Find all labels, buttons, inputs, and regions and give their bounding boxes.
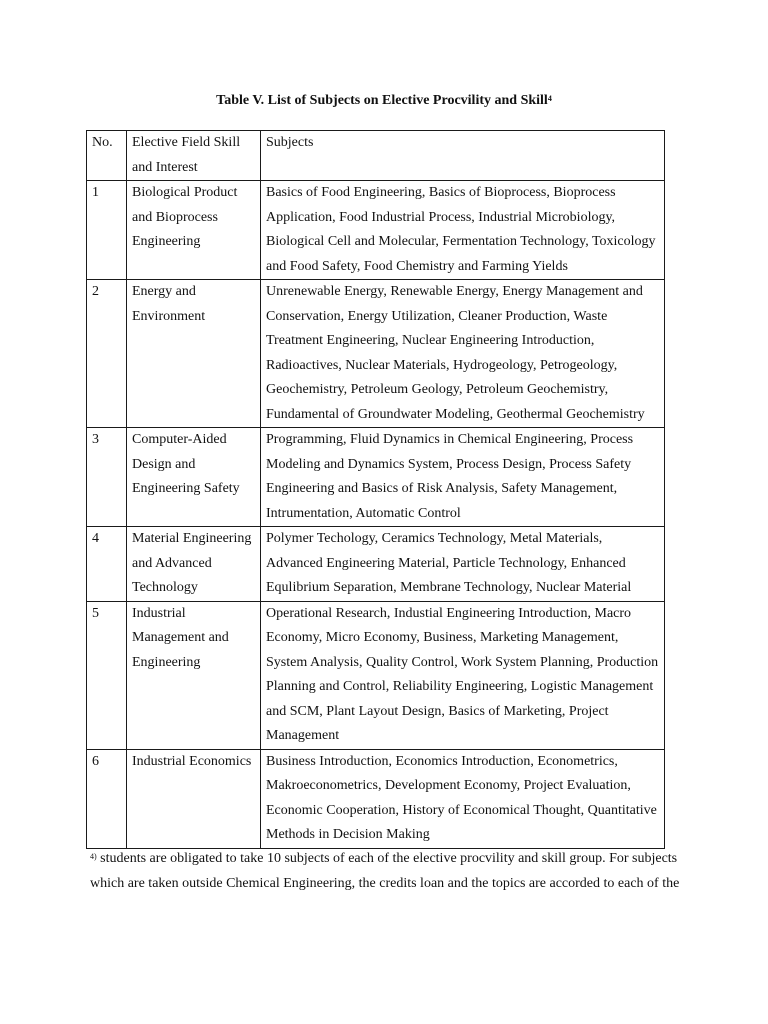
row-no: 2: [87, 280, 127, 428]
header-subjects: Subjects: [261, 131, 665, 181]
row-field: Biological Product and Bioprocess Engineering: [127, 181, 261, 280]
row-subjects: Programming, Fluid Dynamics in Chemical Engineering, Process Modeling and Dynamics System, Process Design, Process Safety Engineering and Basics of Risk Analysis, Safety Management, Intrumentation, Automatic Control: [261, 428, 665, 527]
table-row: [87, 527, 665, 602]
row-field: Energy and Environment: [127, 280, 261, 428]
row-field: Industrial Economics: [127, 749, 261, 848]
table-title: [0, 92, 768, 110]
header-no: No.: [87, 131, 127, 181]
header-field: Elective Field Skill and Interest: [127, 131, 261, 181]
row-no: 5: [87, 601, 127, 749]
table-row: [87, 428, 665, 527]
footnote-mark: 4): [90, 852, 97, 861]
title-footnote-mark: 4: [547, 94, 552, 103]
table-row: [87, 280, 665, 428]
table-row: [87, 749, 665, 848]
table-header-row: [87, 131, 665, 181]
table-title-text: Table V. List of Subjects on Elective Procvility and Skill: [216, 93, 548, 108]
row-subjects: Basics of Food Engineering, Basics of Bioprocess, Bioprocess Application, Food Industrial Process, Industrial Microbiology, Biological Cell and Molecular, Fermentation Technology, Toxicology and Food Safety, Food Chemistry and Farming Yields: [261, 181, 665, 280]
footnote: [90, 846, 690, 896]
footnote-text: students are obligated to take 10 subjects of each of the elective procvility and skill group. For subjects which are taken outside Chemical Engineering, the credits loan and the topics are accorded to each of the: [90, 851, 680, 891]
row-no: 4: [87, 527, 127, 602]
row-subjects: Unrenewable Energy, Renewable Energy, Energy Management and Conservation, Energy Utilization, Cleaner Production, Waste Treatment Engineering, Nuclear Engineering Introduction, Radioactives, Nuclear Materials, Hydrogeology, Petrogeology, Geochemistry, Petroleum Geology, Petroleum Geochemistry, Fundamental of Groundwater Modeling, Geothermal Geochemistry: [261, 280, 665, 428]
row-subjects: Business Introduction, Economics Introduction, Econometrics, Makroeconometrics, Development Economy, Project Evaluation, Economic Cooperation, History of Economical Thought, Quantitative Methods in Decision Making: [261, 749, 665, 848]
row-no: 6: [87, 749, 127, 848]
subjects-table: [86, 130, 665, 849]
row-no: 1: [87, 181, 127, 280]
row-field: Material Engineering and Advanced Technology: [127, 527, 261, 602]
row-no: 3: [87, 428, 127, 527]
row-field: Computer-Aided Design and Engineering Safety: [127, 428, 261, 527]
table-row: [87, 601, 665, 749]
row-subjects: Polymer Techology, Ceramics Technology, Metal Materials, Advanced Engineering Material, Particle Technology, Enhanced Equlibrium Separation, Membrane Technology, Nuclear Material: [261, 527, 665, 602]
table-row: [87, 181, 665, 280]
row-field: Industrial Management and Engineering: [127, 601, 261, 749]
row-subjects: Operational Research, Industial Engineering Introduction, Macro Economy, Micro Economy, Business, Marketing Management, System Analysis, Quality Control, Work System Planning, Production Planning and Control, Reliability Engineering, Logistic Management and SCM, Plant Layout Design, Basics of Marketing, Project Management: [261, 601, 665, 749]
